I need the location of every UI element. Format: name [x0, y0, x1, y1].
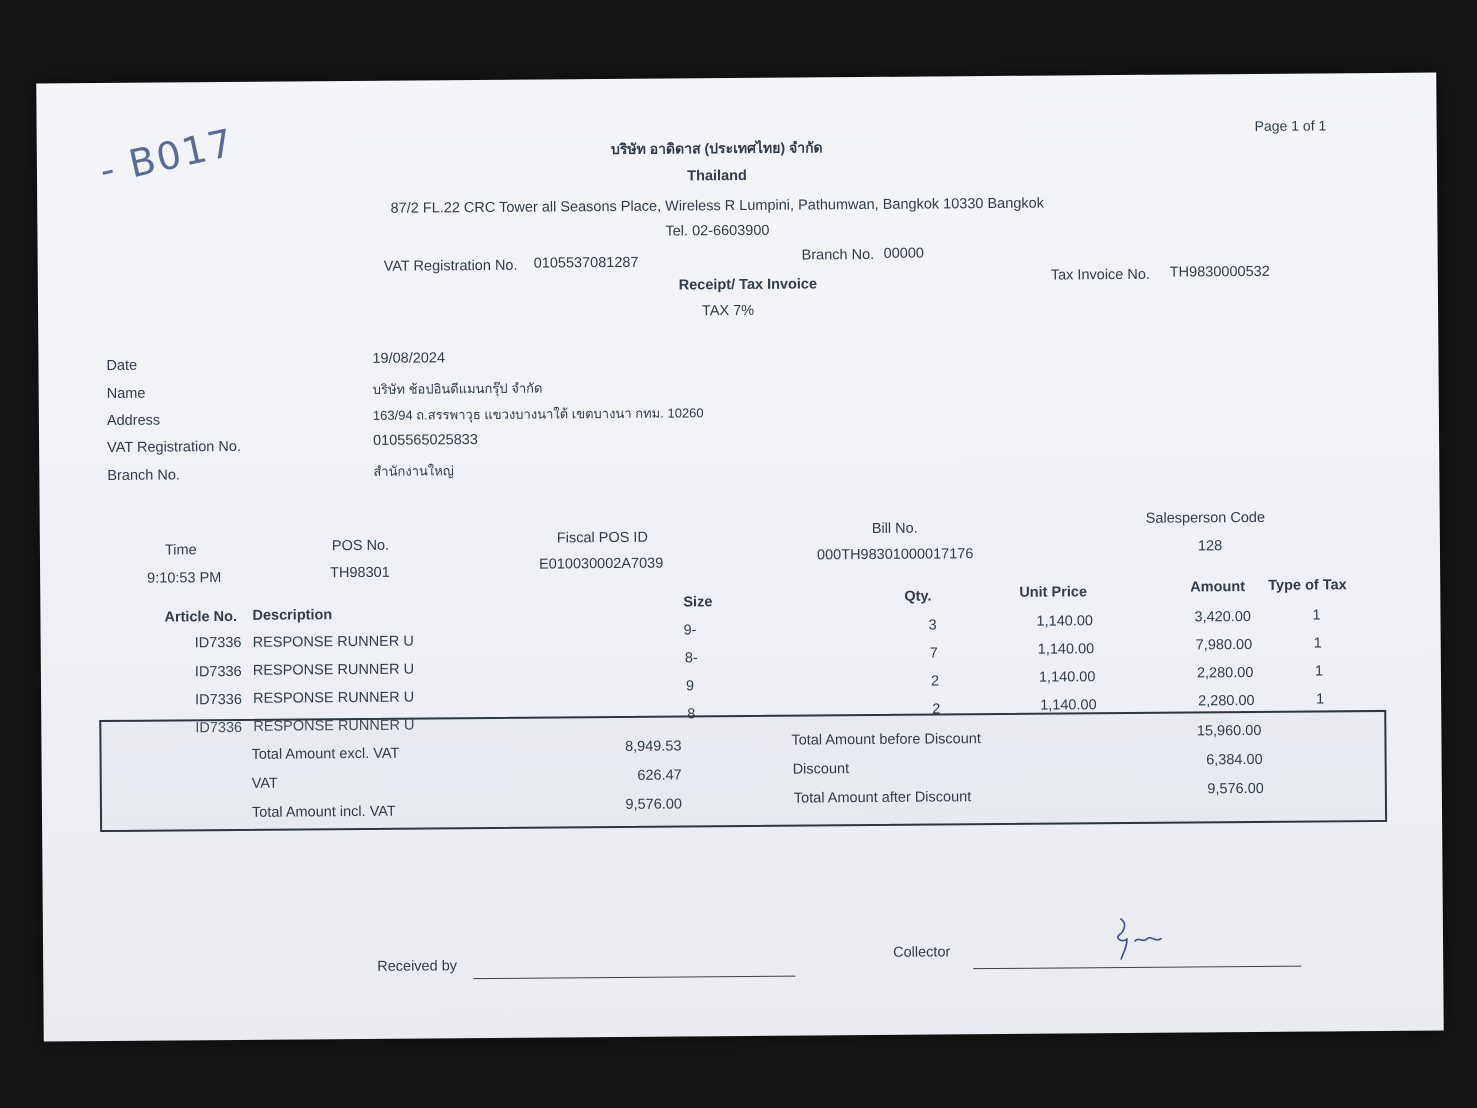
item-tax-type: 1 [1316, 691, 1325, 708]
customer-label-address: Address [106, 412, 161, 429]
item-article: ID7336 [194, 663, 242, 681]
item-amount: 3,420.00 [1194, 608, 1252, 626]
customer-label-name: Name [106, 385, 146, 402]
tax-invoice-value: TH9830000532 [1169, 263, 1270, 281]
total-after-discount-label: Total Amount after Discount [793, 789, 972, 807]
item-description: RESPONSE RUNNER U [252, 633, 414, 651]
company-branch-value: 00000 [883, 245, 925, 262]
item-amount: 7,980.00 [1195, 636, 1253, 654]
total-before-discount-label: Total Amount before Discount [791, 731, 981, 749]
header-description: Description [252, 607, 333, 624]
vat-label: VAT [251, 775, 278, 792]
time-label: Time [164, 542, 197, 559]
tax-rate: TAX 7% [701, 302, 755, 320]
company-vat-label: VAT Registration No. [383, 257, 518, 275]
item-unit-price: 1,140.00 [1040, 697, 1097, 714]
time-value: 9:10:53 PM [147, 570, 222, 587]
item-unit-price: 1,140.00 [1038, 669, 1096, 686]
customer-value-name: บริษัท ช้อปอินดีแมนกรุ๊ป จำกัด [372, 380, 543, 397]
item-tax-type: 1 [1312, 607, 1321, 624]
collector-signature [1113, 913, 1173, 973]
document-title: Receipt/ Tax Invoice [678, 276, 818, 294]
item-tax-type: 1 [1314, 663, 1324, 680]
item-qty: 7 [929, 645, 938, 662]
item-article: ID7336 [194, 634, 242, 652]
page-label: Page 1 of 1 [1254, 117, 1327, 134]
company-vat-value: 0105537081287 [533, 254, 639, 272]
item-description: RESPONSE RUNNER U [253, 717, 415, 735]
item-description: RESPONSE RUNNER U [253, 689, 415, 707]
salesperson-label: Salesperson Code [1145, 509, 1266, 527]
customer-label-date: Date [106, 357, 138, 374]
item-amount: 2,280.00 [1198, 692, 1255, 710]
received-by-label: Received by [377, 958, 458, 975]
item-unit-price: 1,140.00 [1037, 641, 1095, 658]
discount-label: Discount [792, 761, 850, 778]
item-size: 9- [683, 622, 697, 639]
header-article: Article No. [164, 608, 238, 626]
bill-label: Bill No. [871, 520, 918, 537]
tax-invoice-label: Tax Invoice No. [1050, 266, 1150, 284]
item-unit-price: 1,140.00 [1036, 613, 1094, 630]
vat-value: 626.47 [637, 767, 682, 784]
customer-value-date: 19/08/2024 [372, 350, 446, 367]
header-tax-type: Type of Tax [1268, 577, 1347, 594]
total-excl-vat-label: Total Amount excl. VAT [251, 745, 400, 763]
customer-label-branch: Branch No. [107, 467, 180, 484]
customer-value-vat: 0105565025833 [373, 432, 478, 449]
handwritten-note: - B017 [95, 120, 239, 193]
fiscal-pos-label: Fiscal POS ID [556, 529, 648, 547]
header-unit-price: Unit Price [1019, 584, 1088, 601]
discount-value: 6,384.00 [1206, 751, 1263, 769]
item-tax-type: 1 [1313, 635, 1322, 652]
total-incl-vat-label: Total Amount incl. VAT [251, 803, 396, 821]
item-article: ID7336 [195, 719, 243, 737]
pos-label: POS No. [331, 537, 390, 555]
company-country: Thailand [687, 167, 747, 185]
total-before-discount-value: 15,960.00 [1196, 722, 1262, 740]
item-size: 8 [687, 706, 696, 723]
customer-value-address: 163/94 ถ.สรรพาวุธ แขวงบางนาใต้ เขตบางนา กทม. 10260 [372, 405, 704, 423]
item-qty: 3 [928, 617, 937, 634]
bill-value: 000TH98301000017176 [816, 546, 974, 564]
item-amount: 2,280.00 [1196, 664, 1254, 682]
fiscal-pos-value: E010030002A7039 [538, 555, 664, 573]
salesperson-value: 128 [1197, 538, 1223, 555]
item-qty: 2 [932, 701, 941, 718]
receipt-paper [36, 73, 1443, 1042]
item-qty: 2 [930, 673, 940, 690]
company-branch-label: Branch No. [801, 246, 875, 264]
item-description: RESPONSE RUNNER U [252, 661, 415, 679]
header-qty: Qty. [904, 588, 932, 605]
total-after-discount-value: 9,576.00 [1207, 780, 1264, 798]
total-excl-vat-value: 8,949.53 [624, 738, 682, 755]
company-tel: Tel. 02-6603900 [665, 222, 770, 240]
company-name: บริษัท อาดิดาส (ประเทศไทย) จำกัด [610, 139, 823, 158]
company-address: 87/2 FL.22 CRC Tower all Seasons Place, Wireless R Lumpini, Pathumwan, Bangkok 10330 Bangkok [390, 195, 1044, 217]
total-incl-vat-value: 9,576.00 [625, 796, 683, 813]
item-size: 8- [684, 650, 698, 667]
header-size: Size [683, 594, 713, 611]
item-size: 9 [685, 678, 695, 695]
customer-value-branch: สำนักงานใหญ่ [373, 463, 454, 479]
collector-label: Collector [893, 944, 951, 961]
pos-value: TH98301 [330, 564, 390, 582]
customer-label-vat: VAT Registration No. [107, 438, 241, 456]
item-article: ID7336 [195, 691, 242, 709]
header-amount: Amount [1190, 579, 1246, 596]
received-by-line [473, 976, 795, 980]
